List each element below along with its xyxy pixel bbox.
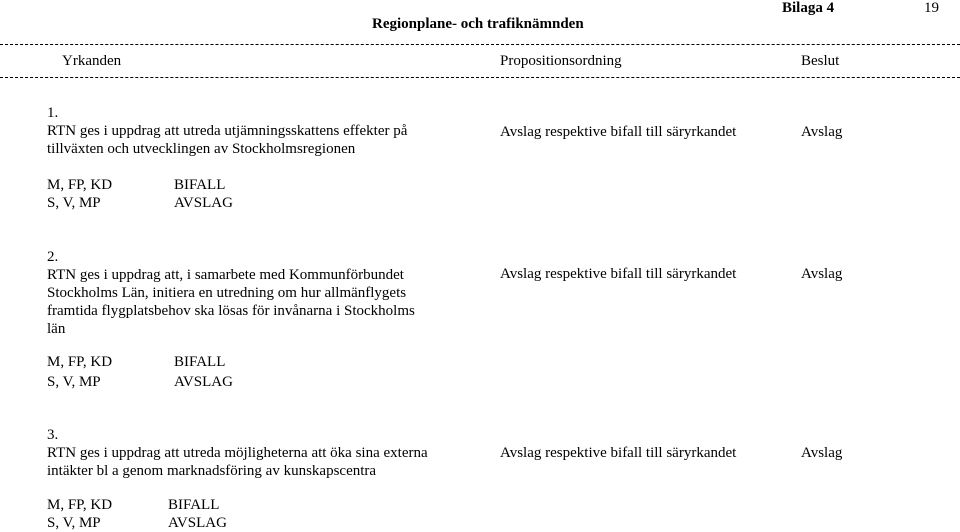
vote-result: AVSLAG [168,515,227,531]
motion-text-line: intäkter bl a genom marknadsföring av kunskapscentra [47,463,377,479]
header-divider-bottom [0,77,960,78]
vote-parties: S, V, MP [47,515,101,531]
motion-text-line: RTN ges i uppdrag att utreda utjämningsskattens effekter på [47,123,408,139]
page-number: 19 [924,0,939,16]
vote-parties: M, FP, KD [47,354,113,370]
vote-result: BIFALL [168,497,220,513]
vote-result: AVSLAG [174,374,233,390]
document-title: Regionplane- och trafiknämnden [372,16,584,32]
vote-parties: S, V, MP [47,374,101,390]
motion-text-line: Stockholms Län, initiera en utredning om hur allmänflygets [47,285,407,301]
motion-item-1 [47,104,407,158]
vote-parties: S, V, MP [47,195,101,211]
attachment-label: Bilaga 4 [782,0,835,16]
motion-text-line: framtida flygplatsbehov ska lösas för invånarna i Stockholms [47,303,415,319]
proposition-text: Avslag respektive bifall till säryrkandet [500,124,737,140]
column-header-beslut: Beslut [801,53,840,69]
column-header-yrkanden: Yrkanden [62,53,122,69]
motion-number: 3. [47,427,59,443]
motion-text-line: län [47,321,66,337]
motion-number: 2. [47,249,59,265]
proposition-text: Avslag respektive bifall till säryrkandet [500,445,737,461]
vote-result: AVSLAG [174,195,233,211]
vote-parties: M, FP, KD [47,177,113,193]
decision-text: Avslag [801,266,843,282]
motion-text-line: RTN ges i uppdrag att utreda möjligheterna att öka sina externa [47,445,428,461]
motion-item-2 [47,248,415,338]
decision-text: Avslag [801,445,843,461]
motion-item-3 [47,426,428,480]
vote-result: BIFALL [174,177,226,193]
motion-number: 1. [47,105,59,121]
proposition-text: Avslag respektive bifall till säryrkandet [500,266,737,282]
column-header-propositionsordning: Propositionsordning [500,53,622,69]
motion-text-line: RTN ges i uppdrag att, i samarbete med Kommunförbundet [47,267,404,283]
vote-result: BIFALL [174,354,226,370]
header-divider-top [0,44,960,45]
motion-text-line: tillväxten och utvecklingen av Stockholmsregionen [47,141,356,157]
decision-text: Avslag [801,124,843,140]
vote-parties: M, FP, KD [47,497,113,513]
